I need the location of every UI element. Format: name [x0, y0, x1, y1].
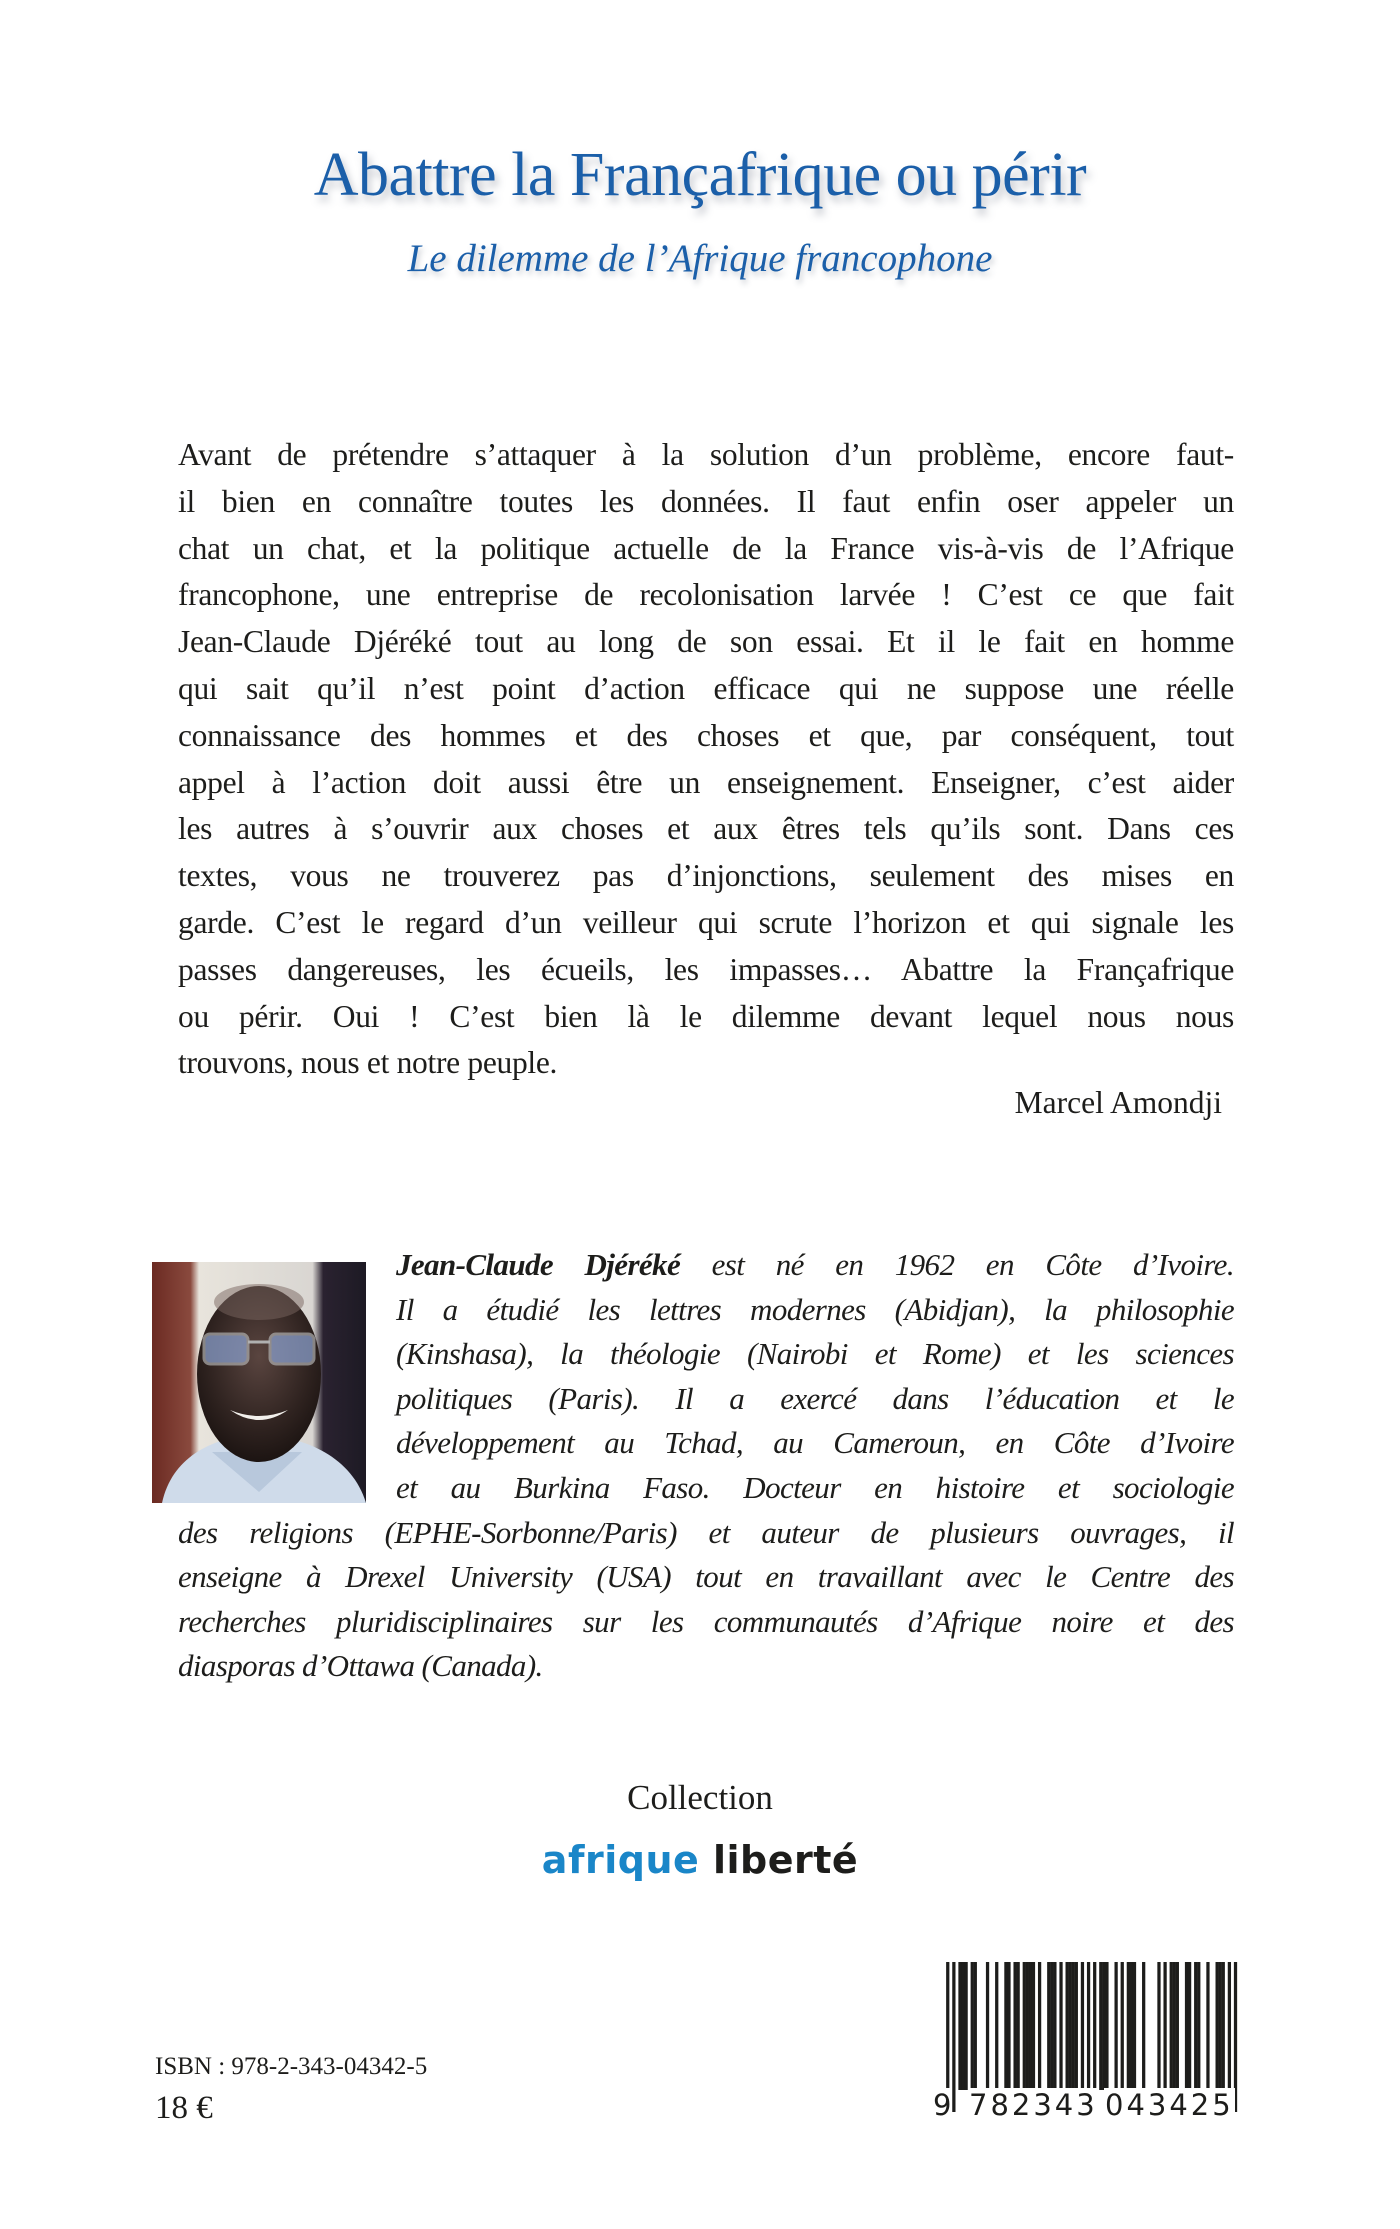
blurb-line: textes, vous ne trouverez pas d’injonctions, seulement des mises en — [178, 858, 1234, 894]
blurb-line: connaissance des hommes et des choses et que, par conséquent, tout — [178, 717, 1234, 753]
bio-line: diasporas d’Ottawa (Canada). — [178, 1648, 543, 1684]
barcode-bar — [1157, 1962, 1160, 2090]
blurb-line: il bien en connaître toutes les données. Il faut enfin oser appeler un — [178, 483, 1234, 519]
barcode-bar — [1176, 1962, 1179, 2090]
barcode-bar — [1194, 1962, 1197, 2090]
isbn-text: ISBN : 978-2-343-04342-5 — [155, 2053, 428, 2080]
blurb-line: passes dangereuses, les écueils, les impasses… Abattre la Françafrique — [178, 951, 1234, 987]
blurb-line: trouvons, nous et notre peuple. — [178, 1045, 558, 1081]
bio-first-line-rest: est né en 1962 en Côte d’Ivoire. — [680, 1247, 1234, 1282]
barcode-bar — [1007, 1962, 1010, 2090]
barcode-bar — [1023, 1962, 1026, 2090]
barcode-bar — [1099, 1962, 1102, 2090]
barcode-bar — [1013, 1962, 1016, 2090]
barcode-bar — [961, 1962, 964, 2090]
barcode-bar — [1004, 1962, 1007, 2090]
barcode-bar — [1173, 1962, 1176, 2090]
collection-label: Collection — [627, 1778, 773, 1817]
book-subtitle: Le dilemme de l’Afrique francophone — [407, 237, 993, 280]
barcode-bar — [1206, 1962, 1209, 2090]
bio-line: des religions (EPHE-Sorbonne/Paris) et auteur de plusieurs ouvrages, il — [178, 1514, 1234, 1550]
barcode-bar — [1053, 1962, 1056, 2090]
barcode-bar — [1121, 1962, 1124, 2090]
collection-logo-part1: afrique — [541, 1838, 700, 1882]
bio-line — [178, 1243, 1234, 1288]
blurb-line: ou périr. Oui ! C’est bien là le dilemme devant lequel nous nous — [178, 998, 1234, 1034]
barcode-bar — [1066, 1962, 1069, 2090]
barcode-bar — [1133, 1962, 1136, 2090]
barcode-bar — [1197, 1962, 1200, 2090]
barcode-bar — [986, 1962, 989, 2090]
barcode-bar — [1081, 1962, 1084, 2090]
bio-line: Il a étudié les lettres modernes (Abidjan), la philosophie — [396, 1291, 1234, 1327]
barcode-bar — [1130, 1962, 1133, 2090]
bio-line: recherches pluridisciplinaires sur les communautés d’Afrique noire et des — [178, 1603, 1234, 1639]
bio-line: développement au Tchad, au Cameroun, en Côte d’Ivoire — [396, 1425, 1234, 1461]
blurb-line: Avant de prétendre s’attaquer à la solution d’un problème, encore faut- — [178, 437, 1234, 472]
bio-line: politiques (Paris). Il a exercé dans l’éducation et le — [396, 1380, 1234, 1416]
barcode-bar — [958, 1962, 961, 2090]
barcode-bar — [1072, 1962, 1075, 2090]
barcode-bar — [1222, 1962, 1225, 2090]
blurb-line: chat un chat, et la politique actuelle de la France vis-à-vis de l’Afrique — [178, 530, 1234, 566]
barcode-bar — [995, 1962, 998, 2090]
blurb-line: les autres à s’ouvrir aux choses et aux êtres tels qu’ils sont. Dans ces — [178, 811, 1234, 847]
collection-logo-part2: liberté — [713, 1838, 859, 1882]
book-title: Abattre la Françafrique ou périr — [313, 141, 1087, 209]
barcode-bar — [1069, 1962, 1072, 2090]
author-name: Jean-Claude Djéréké — [396, 1247, 681, 1282]
barcode-bar — [1216, 1962, 1219, 2090]
blurb-line: garde. C’est le regard d’un veilleur qui scrute l’horizon et qui signale les — [178, 904, 1234, 940]
barcode-bar — [1142, 1962, 1145, 2090]
barcode-bar — [1017, 1962, 1020, 2090]
barcode-left-digits: 782343 — [969, 2088, 1098, 2122]
barcode-bar — [1105, 1962, 1108, 2090]
blurb-line: francophone, une entreprise de recolonisation larvée ! C’est ce que fait — [178, 577, 1234, 613]
bio-line: enseigne à Drexel University (USA) tout en travaillant avec le Centre des — [178, 1559, 1234, 1595]
barcode-bar — [1059, 1962, 1062, 2090]
barcode-bar — [1219, 1962, 1222, 2090]
author-bio — [178, 1243, 1234, 1689]
barcode-bar — [1026, 1962, 1029, 2090]
barcode-digits — [933, 2088, 1240, 2124]
blurb-line: qui sait qu’il n’est point d’action efficace qui ne suppose une réelle — [178, 670, 1234, 706]
barcode-bar — [1163, 1962, 1166, 2090]
barcode-bar — [1075, 1962, 1078, 2090]
barcode-bar — [971, 1962, 974, 2090]
blurb-line: appel à l’action doit aussi être un enseignement. Enseigner, c’est aider — [178, 764, 1234, 800]
barcode — [933, 1962, 1240, 2122]
barcode-bar — [1029, 1962, 1032, 2090]
barcode-bar — [1127, 1962, 1130, 2090]
barcode-bar — [1114, 1962, 1117, 2090]
barcode-lead-digit: 9 — [933, 2088, 952, 2122]
barcode-bar — [1188, 1962, 1191, 2090]
barcode-bar — [1102, 1962, 1105, 2090]
bio-line: et au Burkina Faso. Docteur en histoire et sociologie — [396, 1469, 1234, 1505]
blurb-signature: Marcel Amondji — [1014, 1085, 1222, 1120]
barcode-bar — [964, 1962, 967, 2090]
barcode-bar — [1050, 1962, 1053, 2090]
price-text: 18 € — [155, 2090, 213, 2126]
barcode-bar — [1032, 1962, 1035, 2090]
barcode-bar — [1038, 1962, 1041, 2090]
bio-line: (Kinshasa), la théologie (Nairobi et Rome) et les sciences — [396, 1336, 1234, 1372]
barcode-bar — [1185, 1962, 1188, 2090]
barcode-right-digits: 043425 — [1105, 2088, 1234, 2122]
blurb-line: Jean-Claude Djéréké tout au long de son essai. Et il le fait en homme — [178, 624, 1234, 660]
barcode-bar — [1170, 1962, 1173, 2090]
collection-logo — [0, 1838, 1400, 1882]
barcode-bar — [974, 1962, 977, 2090]
back-cover-blurb — [178, 432, 1234, 1087]
barcode-bar — [1047, 1962, 1050, 2090]
